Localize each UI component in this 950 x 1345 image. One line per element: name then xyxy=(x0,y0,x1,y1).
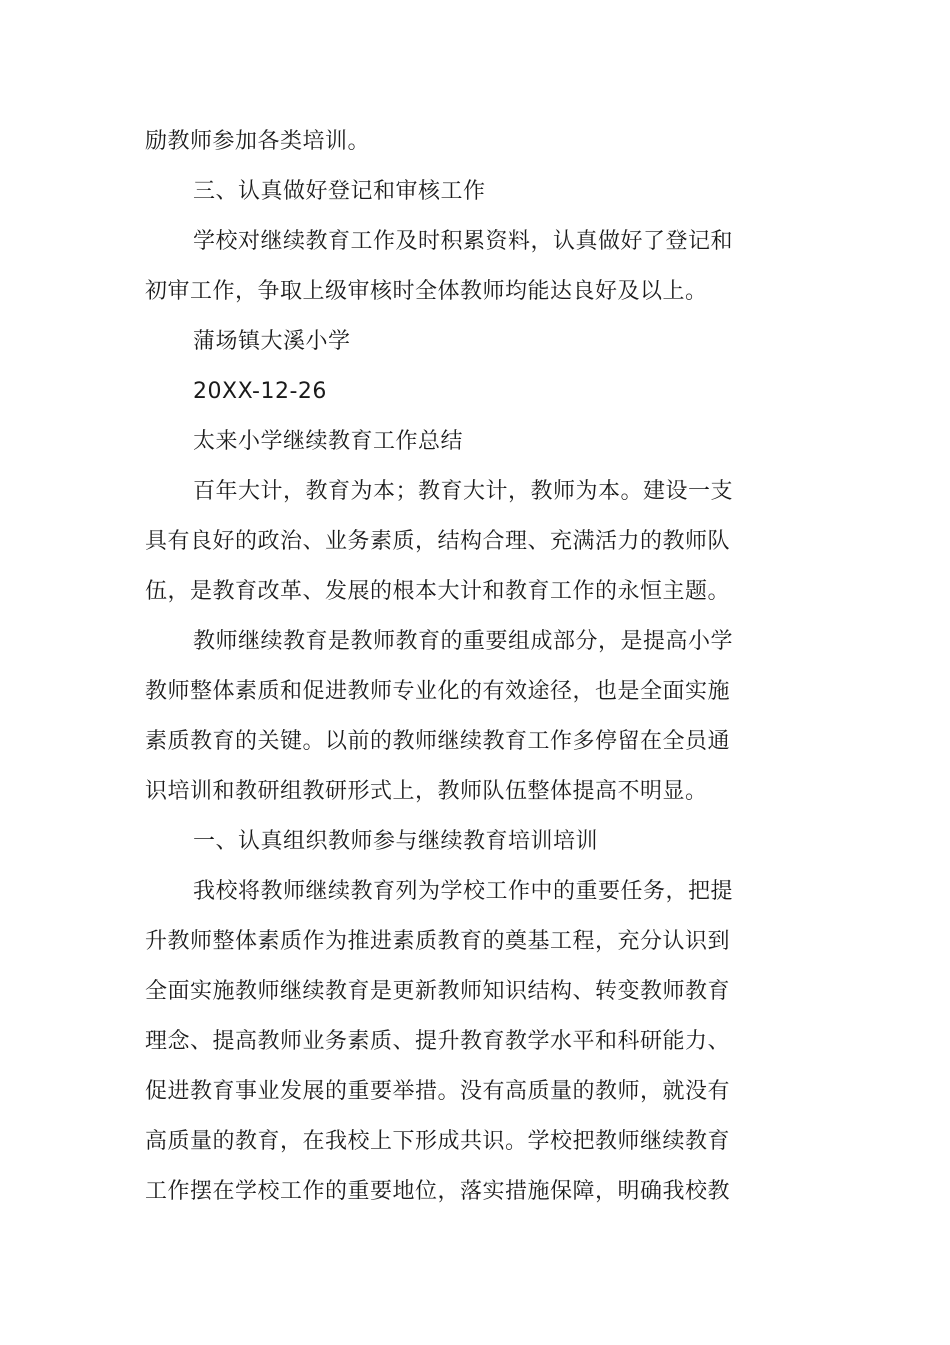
text-line: 伍，是教育改革、发展的根本大计和教育工作的永恒主题。 xyxy=(145,579,731,604)
text-line: 我校将教师继续教育列为学校工作中的重要任务，把提 xyxy=(193,879,734,904)
text-line: 励教师参加各类培训。 xyxy=(145,129,371,154)
text-line: 工作摆在学校工作的重要地位，落实措施保障，明确我校教 xyxy=(145,1179,731,1204)
text-line: 教师整体素质和促进教师专业化的有效途径，也是全面实施 xyxy=(145,679,731,704)
text-line: 识培训和教研组教研形式上，教师队伍整体提高不明显。 xyxy=(145,779,708,804)
text-line: 理念、提高教师业务素质、提升教育教学水平和科研能力、 xyxy=(145,1029,731,1054)
text-line: 素质教育的关键。以前的教师继续教育工作多停留在全员通 xyxy=(145,729,731,754)
section-heading: 三、认真做好登记和审核工作 xyxy=(193,179,486,204)
text-line: 具有良好的政治、业务素质，结构合理、充满活力的教师队 xyxy=(145,529,731,554)
text-line: 全面实施教师继续教育是更新教师知识结构、转变教师教育 xyxy=(145,979,731,1004)
signature-date: 20XX-12-26 xyxy=(193,379,327,404)
text-line: 百年大计，教育为本；教育大计，教师为本。建设一支 xyxy=(193,479,734,504)
document-title: 太来小学继续教育工作总结 xyxy=(193,429,464,454)
text-line: 升教师整体素质作为推进素质教育的奠基工程，充分认识到 xyxy=(145,929,731,954)
signature-school: 蒲场镇大溪小学 xyxy=(193,329,351,354)
text-line: 学校对继续教育工作及时积累资料，认真做好了登记和 xyxy=(193,229,734,254)
text-line: 高质量的教育，在我校上下形成共识。学校把教师继续教育 xyxy=(145,1129,731,1154)
section-heading: 一、认真组织教师参与继续教育培训培训 xyxy=(193,829,599,854)
text-line: 教师继续教育是教师教育的重要组成部分，是提高小学 xyxy=(193,629,734,654)
text-line: 促进教育事业发展的重要举措。没有高质量的教师，就没有 xyxy=(145,1079,731,1104)
text-line: 初审工作，争取上级审核时全体教师均能达良好及以上。 xyxy=(145,279,708,304)
